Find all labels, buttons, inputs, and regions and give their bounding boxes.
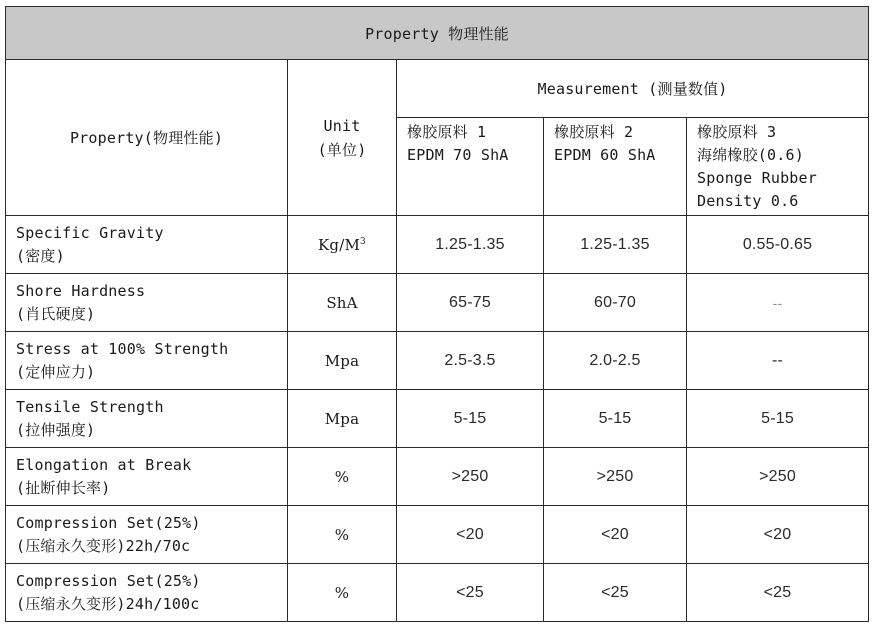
table-row — [6, 564, 869, 622]
property-name — [6, 390, 288, 448]
header-unit-en: Unit — [323, 116, 361, 135]
material-2-grade: EPDM 60 ShA — [554, 146, 656, 164]
value-cell: <20 — [687, 506, 869, 564]
material-3-density: Density 0.6 — [697, 192, 799, 210]
value-cell: <20 — [544, 506, 687, 564]
header-unit-cn: (单位) — [317, 140, 367, 159]
unit-cell: ShA — [288, 274, 397, 332]
value-cell: 1.25-1.35 — [397, 216, 544, 274]
property-name-en: Compression Set(25%) — [16, 513, 201, 532]
property-name-en: Shore Hardness — [16, 281, 146, 300]
unit-cell: Mpa — [288, 390, 397, 448]
table-row — [6, 274, 869, 332]
property-name-cn: (肖氏硬度) — [16, 304, 96, 323]
title-row — [6, 7, 869, 60]
property-name-cn: (拉伸强度) — [16, 420, 96, 439]
value-cell: 65-75 — [397, 274, 544, 332]
table-row — [6, 216, 869, 274]
unit-superscript: 3 — [360, 236, 366, 247]
table-row — [6, 506, 869, 564]
property-table — [5, 6, 869, 622]
material-1-header — [397, 118, 544, 216]
value-cell: <25 — [397, 564, 544, 622]
property-name-cn: (压缩永久变形)24h/100c — [16, 594, 200, 613]
header-property: Property(物理性能) — [6, 60, 288, 216]
value-cell: >250 — [397, 448, 544, 506]
value-cell: 5-15 — [687, 390, 869, 448]
value-cell: -- — [687, 332, 869, 390]
property-name-en: Tensile Strength — [16, 397, 164, 416]
value-cell: <20 — [397, 506, 544, 564]
property-name-en: Elongation at Break — [16, 455, 192, 474]
material-3-grade: 海绵橡胶(0.6) — [697, 146, 804, 164]
value-cell: 1.25-1.35 — [544, 216, 687, 274]
unit-cell: % — [288, 506, 397, 564]
property-name-cn: (定伸应力) — [16, 362, 96, 381]
property-name — [6, 274, 288, 332]
value-cell: <25 — [687, 564, 869, 622]
property-name-cn: (扯断伸长率) — [16, 478, 111, 497]
unit-text: Kg/M — [318, 235, 361, 254]
material-3-type: Sponge Rubber — [697, 169, 817, 187]
unit-cell: % — [288, 448, 397, 506]
header-row-1 — [6, 60, 869, 118]
property-name-en: Stress at 100% Strength — [16, 339, 229, 358]
value-cell: -- — [687, 274, 869, 332]
property-name-cn: (压缩永久变形)22h/70c — [16, 536, 191, 555]
value-cell: 5-15 — [397, 390, 544, 448]
table-row — [6, 390, 869, 448]
table-title: Property 物理性能 — [6, 7, 869, 60]
material-1-grade: EPDM 70 ShA — [407, 146, 509, 164]
unit-cell: Mpa — [288, 332, 397, 390]
table-row — [6, 332, 869, 390]
material-1-name: 橡胶原料 1 — [407, 123, 487, 141]
unit-cell: % — [288, 564, 397, 622]
property-name-cn: (密度) — [16, 246, 65, 265]
value-cell: 2.5-3.5 — [397, 332, 544, 390]
material-2-name: 橡胶原料 2 — [554, 123, 634, 141]
value-cell: 0.55-0.65 — [687, 216, 869, 274]
value-cell: 2.0-2.5 — [544, 332, 687, 390]
value-cell: 5-15 — [544, 390, 687, 448]
material-3-name: 橡胶原料 3 — [697, 123, 777, 141]
property-name — [6, 216, 288, 274]
unit-cell — [288, 216, 397, 274]
material-2-header — [544, 118, 687, 216]
table-row — [6, 448, 869, 506]
property-name-en: Specific Gravity — [16, 223, 164, 242]
value-cell: >250 — [687, 448, 869, 506]
property-name — [6, 332, 288, 390]
value-cell: <25 — [544, 564, 687, 622]
value-cell: >250 — [544, 448, 687, 506]
property-name — [6, 448, 288, 506]
header-unit — [288, 60, 397, 216]
value-cell: 60-70 — [544, 274, 687, 332]
property-name-en: Compression Set(25%) — [16, 571, 201, 590]
header-measurement: Measurement (测量数值) — [397, 60, 869, 118]
material-3-header — [687, 118, 869, 216]
property-name — [6, 506, 288, 564]
property-name — [6, 564, 288, 622]
